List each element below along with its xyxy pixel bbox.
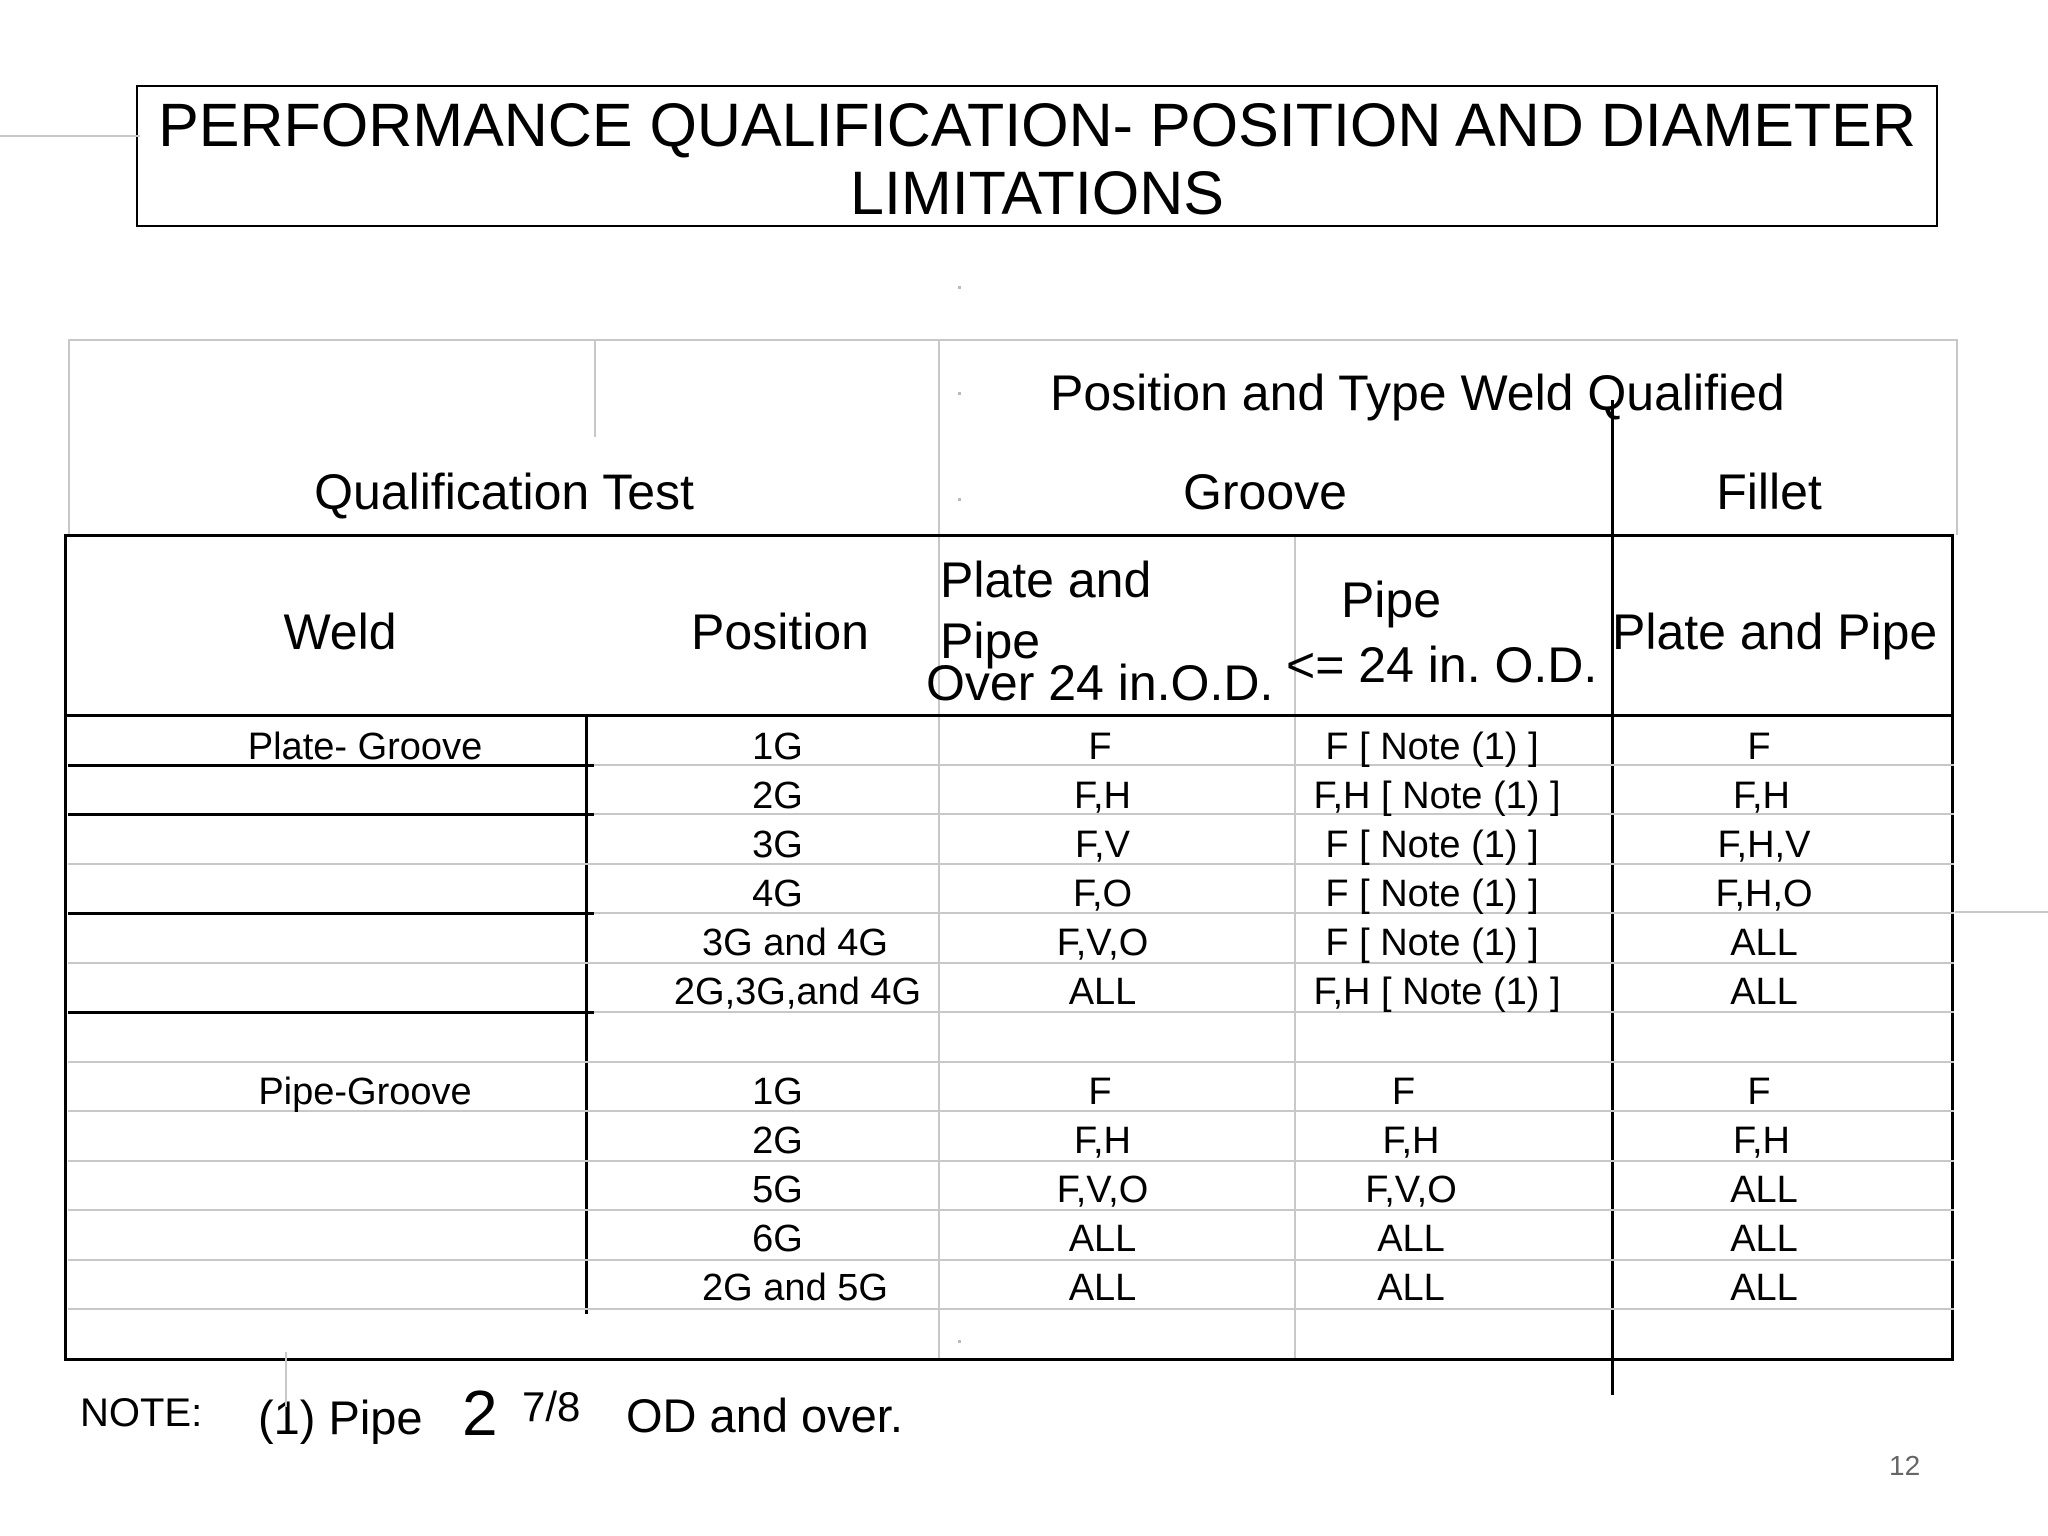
cell-plate-pipe: ALL xyxy=(1068,971,1137,1013)
note-big-number: 2 xyxy=(462,1377,498,1449)
cell-fillet: F,H xyxy=(1733,775,1790,817)
col-plate-pipe-line2: Pipe xyxy=(940,613,1041,669)
cell-pipe: F xyxy=(1391,1071,1416,1113)
cell-fillet: ALL xyxy=(1730,922,1798,964)
cell-plate-pipe: ALL xyxy=(1068,1267,1137,1309)
cell-fillet: ALL xyxy=(1730,1218,1798,1260)
cell-plate-pipe: F,H xyxy=(1074,775,1131,817)
col-weld: Weld xyxy=(283,604,397,660)
note-rest: OD and over. xyxy=(626,1389,903,1442)
cell-pipe: F,V,O xyxy=(1365,1169,1457,1211)
cell-pipe: F,H [ Note (1) ] xyxy=(1313,971,1561,1013)
cell-position: 3G xyxy=(752,824,803,866)
cell-position: 1G xyxy=(752,726,803,768)
cell-pipe: F [ Note (1) ] xyxy=(1325,873,1539,915)
col-pipe-line2: <= 24 in. O.D. xyxy=(1286,637,1598,693)
cell-plate-pipe: F,O xyxy=(1072,873,1133,915)
cell-pipe: F,H [ Note (1) ] xyxy=(1313,775,1561,817)
title-box xyxy=(136,85,1938,227)
cell-plate-pipe: F,H xyxy=(1074,1120,1131,1162)
cell-fillet: ALL xyxy=(1730,971,1798,1013)
cell-fillet: F,H,V xyxy=(1717,824,1811,866)
cell-plate-pipe: F,V,O xyxy=(1056,1169,1149,1211)
group-label-pipe-groove: Pipe-Groove xyxy=(258,1071,472,1113)
cell-position: 5G xyxy=(752,1169,803,1211)
header-group-label: Position and Type Weld Qualified xyxy=(1050,365,1785,421)
cell-plate-pipe: F xyxy=(1088,1071,1112,1113)
header-groove: Groove xyxy=(1183,464,1347,520)
cell-pipe: F [ Note (1) ] xyxy=(1325,922,1539,964)
stray-line-left xyxy=(0,135,140,137)
cell-position: 2G xyxy=(752,775,803,817)
cell-plate-pipe: F,V xyxy=(1075,824,1130,866)
cell-fillet: F,H xyxy=(1733,1120,1790,1162)
col-position: Position xyxy=(691,604,869,660)
cell-fillet: F xyxy=(1747,1071,1771,1113)
cell-plate-pipe: ALL xyxy=(1068,1218,1137,1260)
note-label: NOTE: xyxy=(80,1391,203,1435)
cell-pipe: F [ Note (1) ] xyxy=(1325,726,1539,768)
cell-plate-pipe: F,V,O xyxy=(1056,922,1149,964)
cell-pipe: ALL xyxy=(1377,1218,1445,1260)
col-fillet: Plate and Pipe xyxy=(1612,604,1938,660)
header-fillet: Fillet xyxy=(1716,464,1822,520)
note-number: (1) Pipe xyxy=(258,1391,423,1444)
cell-plate-pipe: F xyxy=(1088,726,1112,768)
header-qualification-test: Qualification Test xyxy=(314,464,694,520)
cell-position: 2G,3G,and 4G xyxy=(673,971,922,1013)
cell-fillet: F xyxy=(1747,726,1771,768)
page-title-line1: PERFORMANCE QUALIFICATION- POSITION AND DIAMETER xyxy=(158,91,1916,159)
col-pipe-line1: Pipe xyxy=(1340,572,1442,628)
cell-position: 6G xyxy=(752,1218,803,1260)
cell-position: 1G xyxy=(752,1071,803,1113)
cell-fillet: ALL xyxy=(1730,1169,1798,1211)
page-number: 12 xyxy=(1889,1450,1921,1481)
col-plate-pipe-line3: Over 24 in.O.D. xyxy=(926,655,1274,711)
cell-pipe: F,H xyxy=(1382,1120,1440,1162)
cell-position: 4G xyxy=(752,873,803,915)
group-label-plate-groove: Plate- Groove xyxy=(247,726,483,768)
cell-position: 3G and 4G xyxy=(702,922,888,964)
stray-line-right xyxy=(1955,911,2048,913)
page-title-line2: LIMITATIONS xyxy=(850,159,1224,227)
cell-fillet: F,H,O xyxy=(1715,873,1813,915)
cell-fillet: ALL xyxy=(1730,1267,1798,1309)
cell-pipe: ALL xyxy=(1377,1267,1445,1309)
cell-position: 2G and 5G xyxy=(702,1267,888,1309)
note-fraction: 7/8 xyxy=(522,1383,581,1430)
cell-position: 2G xyxy=(752,1120,803,1162)
col-plate-pipe-line1: Plate and xyxy=(940,552,1152,608)
cell-pipe: F [ Note (1) ] xyxy=(1325,824,1539,866)
